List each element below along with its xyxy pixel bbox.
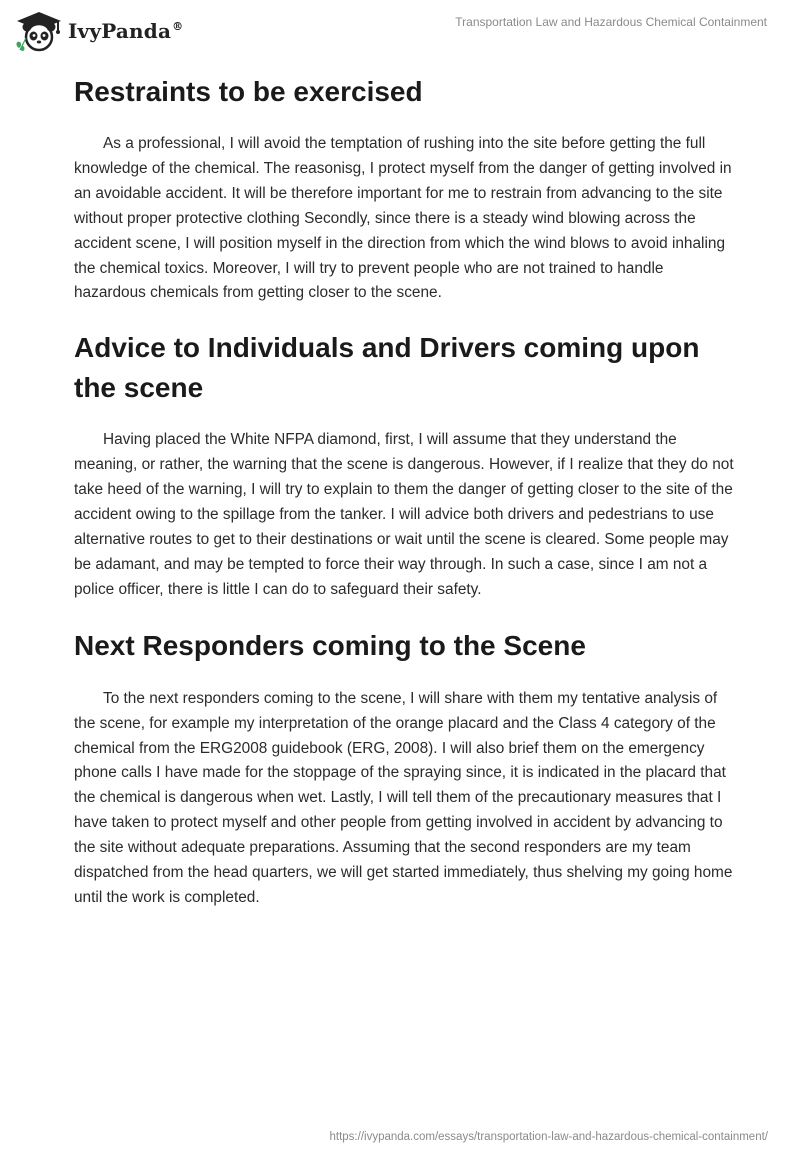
section-heading-next-responders: Next Responders coming to the Scene xyxy=(74,629,586,661)
essay-content xyxy=(74,70,734,911)
section-paragraph-next-responders: To the next responders coming to the scene, I will share with them my tentative analysis of the scene, for example my interpretation of the orange placard and the Class 4 category of the chemical from the ERG2008 guidebook (ERG, 2008). I will also brief them on the emergency phone calls I have made for the stoppage of the spraying since, it is indicated in the placard that the chemical is dangerous when wet. Lastly, I will tell them of the precautionary measures that I have taken to protect myself and other people from getting involved in accident by advancing to the site without adequate preparations. Assuming that the second responders are my team dispatched from the head quarters, we will get started immediately, thus shelving my going home until the work is completed. xyxy=(74,689,733,906)
source-url-link[interactable]: https://ivypanda.com/essays/transportation-law-and-hazardous-chemical-containment/ xyxy=(329,1131,768,1143)
section-paragraph-restraints: As a professional, I will avoid the temptation of rushing into the site before getting the full knowledge of the chemical. The reasonisg, I protect myself from the danger of getting involved in an avoidable accident. It will be therefore important for me to restrain from advancing to the site without proper protective clothing Secondly, since there is a steady wind blowing across the accident scene, I will position myself in the direction from which the wind blows to avoid inhaling the chemical toxics. Moreover, I will try to prevent people who are not trained to handle hazardous chemicals from getting closer to the scene. xyxy=(74,135,732,302)
brand-name: IvyPanda® xyxy=(68,19,184,43)
section-paragraph-advice: Having placed the White NFPA diamond, first, I will assume that they understand the meaning, or rather, the warning that the scene is dangerous. However, if I realize that they do not take heed of the warning, I will try to explain to them the danger of getting closer to the site of the accident owing to the spillage from the tanker. I will advice both drivers and pedestrians to use alternative routes to get to their destinations or wait until the scene is cleared. Some people may be adamant, and may be tempted to force their way through. In such a case, since I am not a police officer, there is little I can do to safeguard their safety. xyxy=(74,431,734,598)
page-header xyxy=(0,0,800,64)
ivypanda-logo[interactable] xyxy=(14,10,183,52)
registered-mark: ® xyxy=(172,20,184,34)
section-heading-restraints: Restraints to be exercised xyxy=(74,76,423,107)
document-title: Transportation Law and Hazardous Chemical Containment xyxy=(455,15,767,29)
panda-graduate-icon xyxy=(14,10,64,52)
section-heading-advice: Advice to Individuals and Drivers coming upon the scene xyxy=(74,332,700,404)
